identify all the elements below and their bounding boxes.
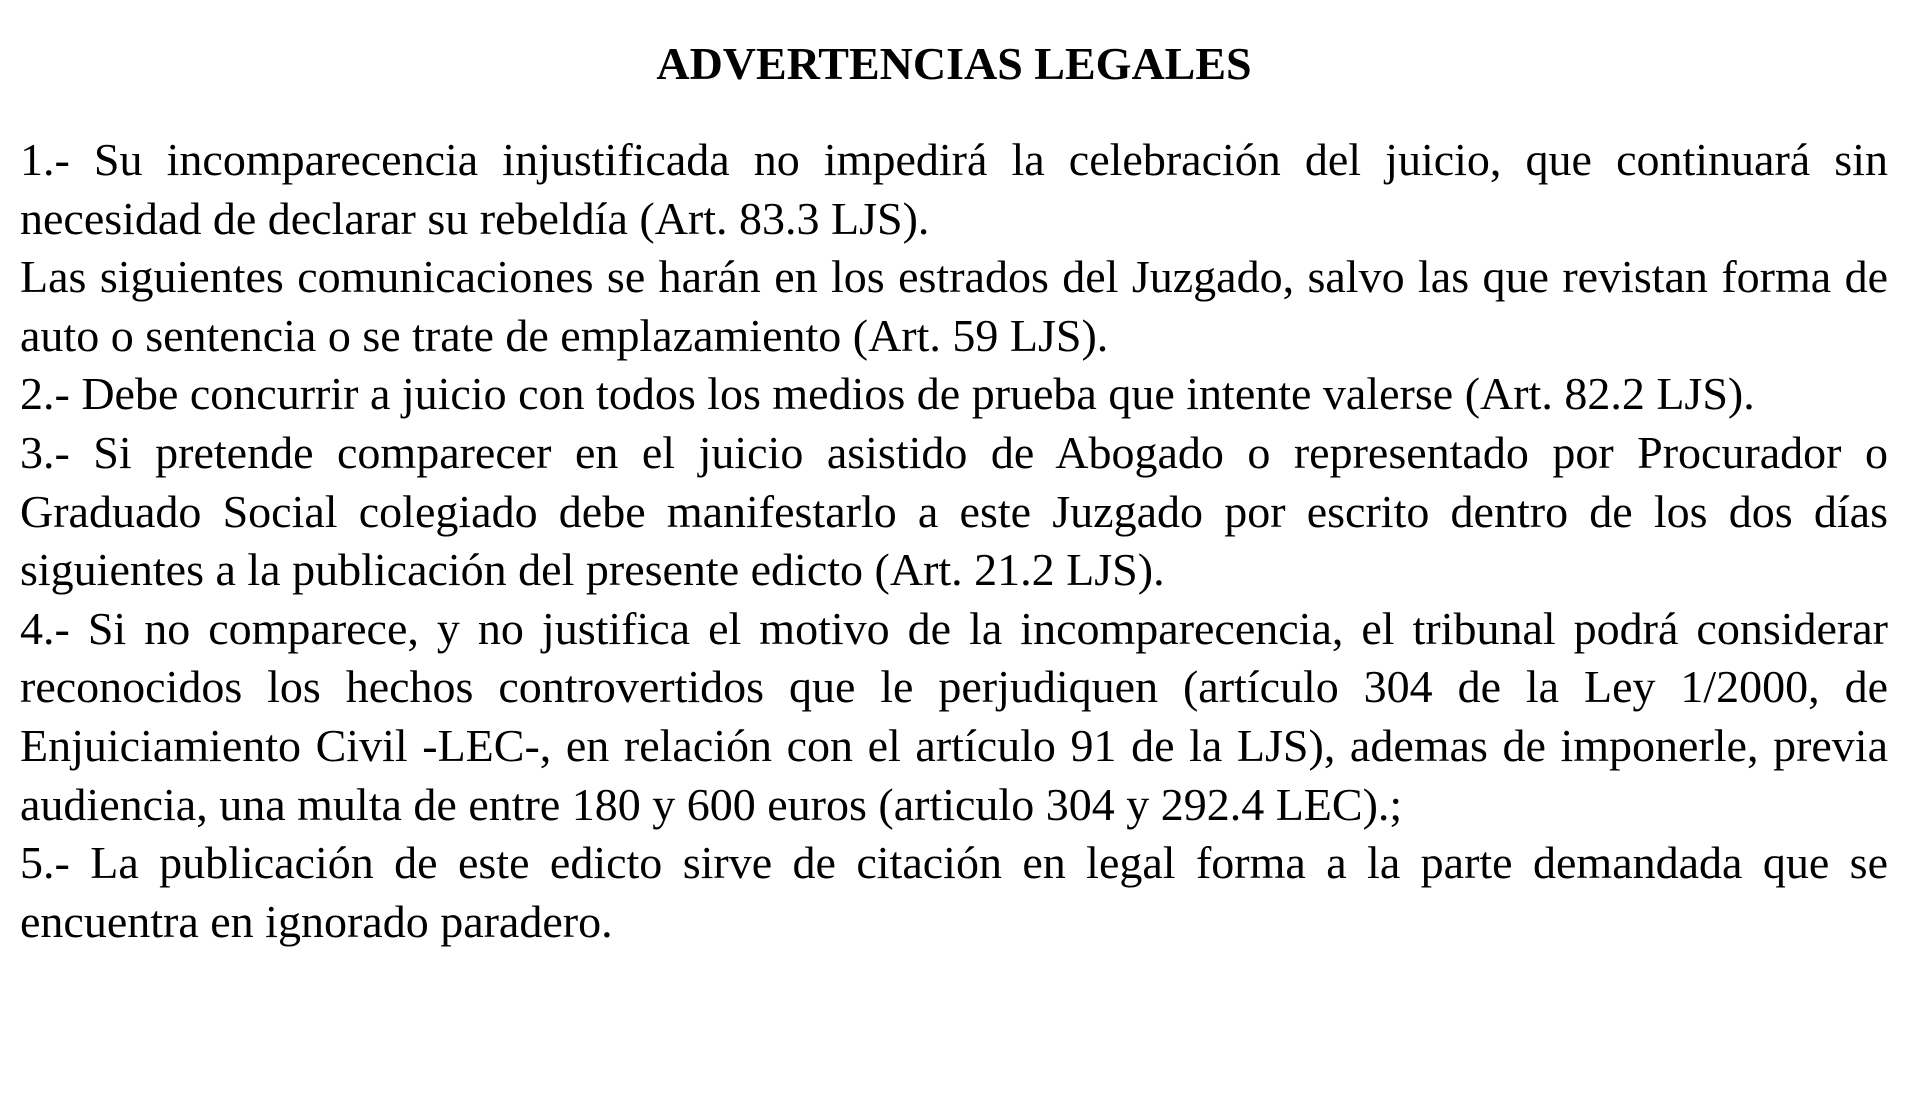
paragraph-item-4: 4.- Si no comparece, y no justifica el motivo de la incomparecencia, el tribunal podrá considerar reconocidos los hechos controvertidos que le perjudiquen (artículo 304 de la Ley 1/2000, de Enjuiciamiento Civil -LEC-, en relación con el artículo 91 de la LJS), ademas de imponerle, previa audiencia, una multa de entre 180 y 600 euros (articulo 304 y 292.4 LEC).;	[20, 602, 1888, 830]
document-page	[20, 36, 1888, 951]
paragraph-item-1: 1.- Su incomparecencia injustificada no impedirá la celebración del juicio, que continuará sin necesidad de declarar su rebeldía (Art. 83.3 LJS).	[20, 134, 1888, 244]
paragraph-item-5: 5.- La publicación de este edicto sirve de citación en legal forma a la parte demandada que se encuentra en ignorado paradero.	[20, 837, 1888, 947]
paragraph-item-3: 3.- Si pretende comparecer en el juicio asistido de Abogado o representado por Procurador o Graduado Social colegiado debe manifestarlo a este Juzgado por escrito dentro de los dos días siguientes a la publicación del presente edicto (Art. 21.2 LJS).	[20, 426, 1888, 596]
paragraph-item-2: 2.- Debe concurrir a juicio con todos los medios de prueba que intente valerse (Art. 82.2 LJS).	[20, 368, 1755, 420]
paragraph-notifications: Las siguientes comunicaciones se harán en los estrados del Juzgado, salvo las que revistan forma de auto o sentencia o se trate de emplazamiento (Art. 59 LJS).	[20, 251, 1888, 361]
document-body	[20, 131, 1888, 951]
document-title: ADVERTENCIAS LEGALES	[656, 38, 1252, 89]
